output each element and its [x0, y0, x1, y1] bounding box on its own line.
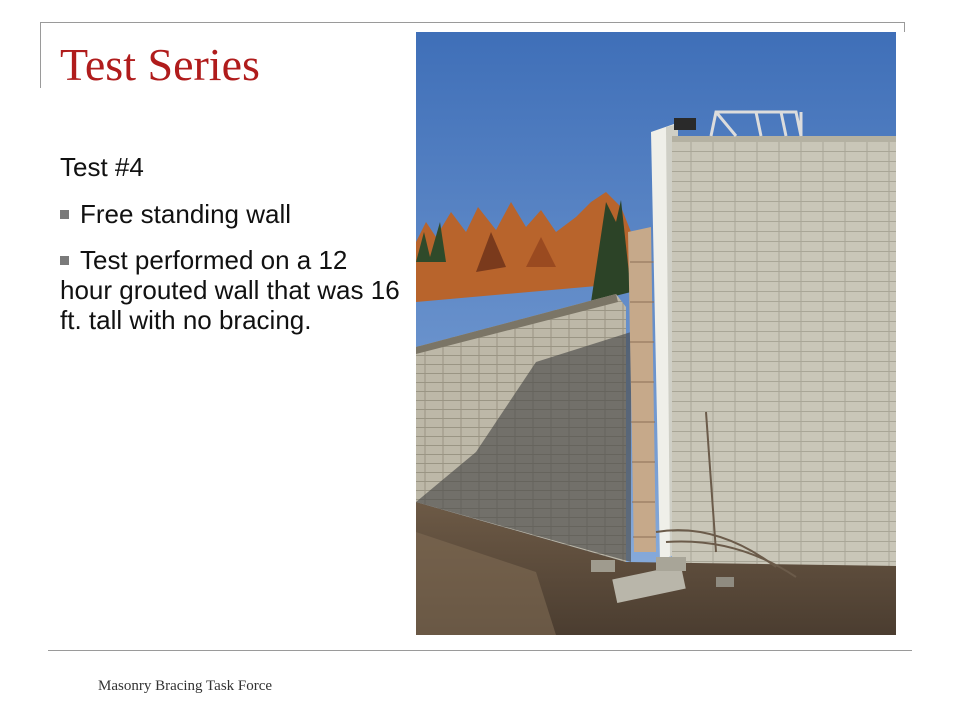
- frame-top-line: [40, 22, 904, 23]
- test-heading: Test #4: [60, 152, 144, 182]
- bullet-item: [60, 199, 405, 229]
- bullet-text: Free standing wall: [80, 199, 291, 229]
- slide-title: Test Series: [60, 39, 260, 90]
- bullet-item: [60, 245, 405, 335]
- slide-footer: Masonry Bracing Task Force: [98, 678, 273, 694]
- frame-left-line: [40, 22, 41, 88]
- frame-right-line: [904, 22, 905, 32]
- bullet-text: Test performed on a 12 hour grouted wall that was 16 ft. tall with no bracing.: [60, 245, 400, 335]
- square-bullet-icon: [60, 210, 69, 219]
- frame-bottom-line: [48, 650, 912, 651]
- wall-test-photo: [416, 32, 896, 635]
- wall-photo-illustration: [416, 32, 896, 635]
- slide-body: [60, 152, 405, 351]
- square-bullet-icon: [60, 256, 69, 265]
